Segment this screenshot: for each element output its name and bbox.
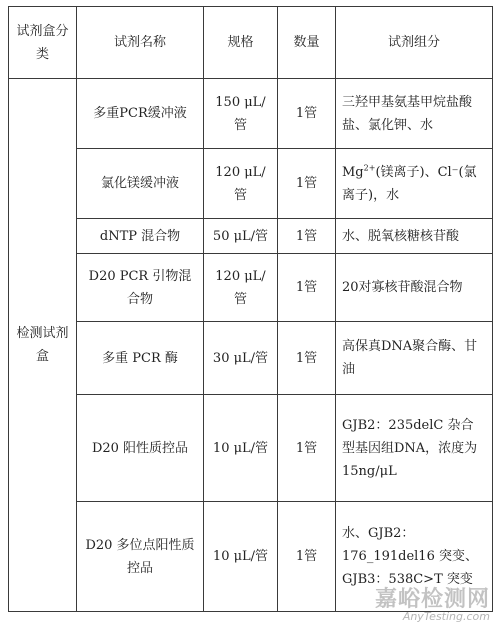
header-row <box>9 7 493 79</box>
reagent-quantity: 1管 <box>278 322 336 395</box>
watermark <box>375 582 490 623</box>
header-name: 试剂名称 <box>77 7 204 79</box>
table-row <box>9 254 493 322</box>
reagent-quantity: 1管 <box>278 149 336 219</box>
reagent-quantity: 1管 <box>278 395 336 502</box>
reagent-spec: 120 μL/管 <box>204 254 278 322</box>
header-components: 试剂组分 <box>336 7 493 79</box>
reagent-components: 水、GJB2：176_191del16 突变、GJB3：538C>T 突变 <box>336 502 493 612</box>
box-category-cell: 检测试剂盒 <box>9 79 77 612</box>
watermark-en: AnyTesting.com <box>402 610 490 623</box>
reagent-components: 高保真DNA聚合酶、甘油 <box>336 322 493 395</box>
reagent-spec: 10 μL/管 <box>204 395 278 502</box>
reagent-spec: 50 μL/管 <box>204 219 278 254</box>
reagent-name: dNTP 混合物 <box>77 219 204 254</box>
reagent-table <box>8 6 493 612</box>
reagent-spec: 10 μL/管 <box>204 502 278 612</box>
components-prefix: Mg <box>342 164 364 180</box>
table-row <box>9 322 493 395</box>
reagent-name: D20 多位点阳性质控品 <box>77 502 204 612</box>
reagent-name: 氯化镁缓冲液 <box>77 149 204 219</box>
reagent-spec: 30 μL/管 <box>204 322 278 395</box>
reagent-components: 水、脱氧核糖核苷酸 <box>336 219 493 254</box>
reagent-components: GJB2：235delC 杂合型基因组DNA，浓度为15ng/μL <box>336 395 493 502</box>
table-row <box>9 149 493 219</box>
components-rest: (镁离子)、Cl⁻(氯离子)，水 <box>342 164 477 203</box>
reagent-name: 多重 PCR 酶 <box>77 322 204 395</box>
table-row <box>9 79 493 149</box>
components-superscript: 2+ <box>363 163 376 173</box>
reagent-name: D20 阳性质控品 <box>77 395 204 502</box>
table-row <box>9 219 493 254</box>
reagent-name: 多重PCR缓冲液 <box>77 79 204 149</box>
header-box-category: 试剂盒分类 <box>9 7 77 79</box>
reagent-components: 三羟甲基氨基甲烷盐酸盐、氯化钾、水 <box>336 79 493 149</box>
header-spec: 规格 <box>204 7 278 79</box>
watermark-cn: 嘉峪检测网 <box>374 587 490 612</box>
reagent-name: D20 PCR 引物混合物 <box>77 254 204 322</box>
table-row <box>9 395 493 502</box>
reagent-quantity: 1管 <box>278 79 336 149</box>
reagent-quantity: 1管 <box>278 254 336 322</box>
header-quantity: 数量 <box>278 7 336 79</box>
reagent-quantity: 1管 <box>278 219 336 254</box>
reagent-quantity: 1管 <box>278 502 336 612</box>
reagent-spec: 120 μL/管 <box>204 149 278 219</box>
reagent-components: 20对寡核苷酸混合物 <box>336 254 493 322</box>
reagent-spec: 150 μL/管 <box>204 79 278 149</box>
reagent-components <box>336 149 493 219</box>
